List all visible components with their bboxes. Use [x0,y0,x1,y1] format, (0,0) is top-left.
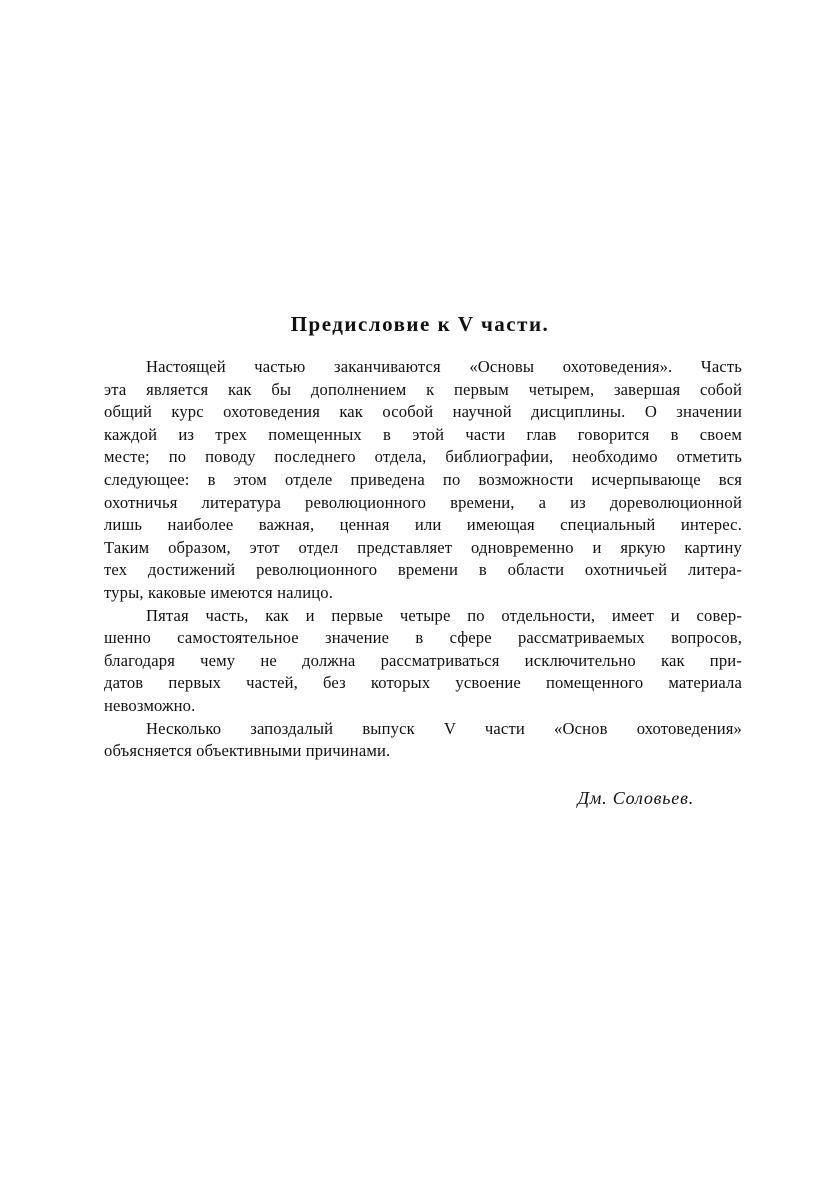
preface-title: Предисловие к V части. [290,312,550,336]
text-line: общий курс охотоведения как особой научной дисциплины. О значении [104,402,742,422]
text-line: невозможно. [104,695,196,715]
text-line: Таким образом, этот отдел представляет одновременно и яркую картину [104,537,742,557]
text-line: объясняется объективными причинами. [104,741,391,761]
text-line: следующее: в этом отделе приведена по возможности исчерпывающе вся [104,469,742,489]
text-line: месте; по поводу последнего отдела, библиографии, необходимо отметить [104,447,742,467]
text-line: охотничья литература революционного времени, а из дореволюционной [104,492,742,512]
text-line: туры, каковые имеются налицо. [104,582,334,602]
text-line: Пятая часть, как и первые четыре по отдельности, имеет и совер- [146,605,742,625]
text-line: эта является как бы дополнением к первым четырем, завершая собой [104,379,742,399]
text-line: датов первых частей, без которых усвоение помещенного материала [104,673,742,693]
text-line: каждой из трех помещенных в этой части глав говорится в своем [104,424,742,444]
text-line: Настоящей частью заканчиваются «Основы охотоведения». Часть [146,357,742,376]
preface-body [104,356,742,763]
text-line: тех достижений революционного времени в области охотничьей литера- [104,560,742,580]
text-line: лишь наиболее важная, ценная или имеющая специальный интерес. [104,515,742,535]
text-line: шенно самостоятельное значение в сфере рассматриваемых вопросов, [104,628,742,648]
author-signature: Дм. Соловьев. [577,788,694,808]
text-line: Несколько запоздалый выпуск V части «Основ охотоведения» [146,718,742,738]
text-line: благодаря чему не должна рассматриваться исключительно как при- [104,650,742,670]
